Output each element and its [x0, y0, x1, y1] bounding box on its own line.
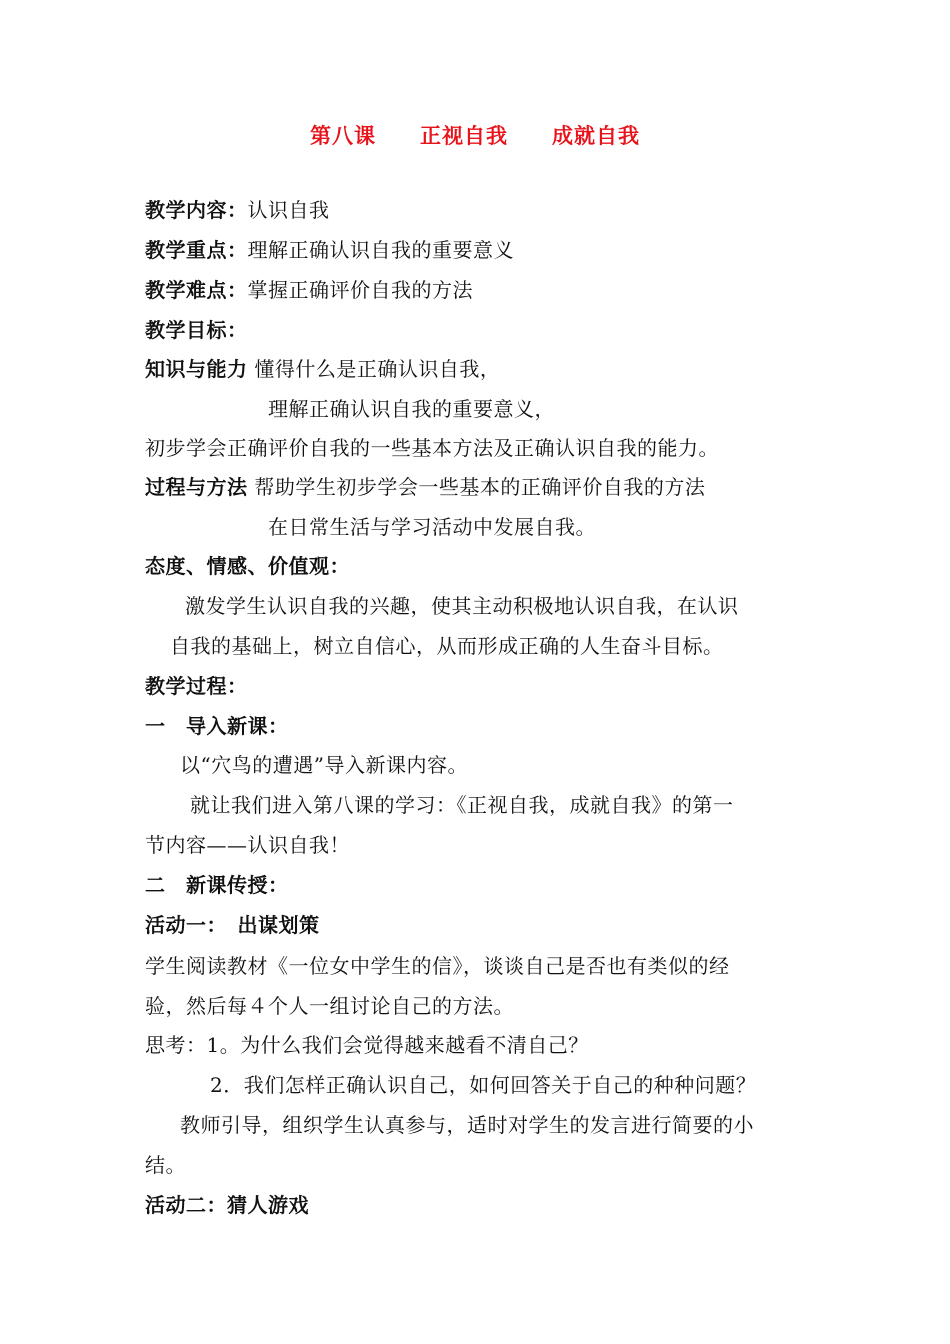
difficulty-label: 教学难点： — [145, 278, 248, 302]
teaching-content-label: 教学内容： — [145, 198, 248, 222]
activity1-line1: 学生阅读教材《一位女中学生的信》，谈谈自己是否也有类似的经 — [145, 954, 730, 978]
attitude-heading: 态度、情感、价值观： — [145, 554, 350, 578]
activity1-heading: 活动一： 出谋划策 — [145, 913, 320, 937]
knowledge-row — [145, 355, 500, 383]
process-method-label: 过程与方法 — [145, 475, 248, 499]
knowledge-line3: 初步学会正确评价自我的一些基本方法及正确认识自我的能力。 — [145, 436, 719, 460]
lesson-title: 第八课 正视自我 成就自我 — [310, 124, 640, 148]
section1-line1: 以“穴鸟的遭遇”导入新课内容。 — [180, 753, 468, 777]
section1-line2: 就让我们进入第八课的学习：《正视自我，成就自我》的第一 — [190, 793, 734, 817]
activity1-think2: 2．我们怎样正确认识自己，如何回答关于自己的种种问题？ — [210, 1073, 757, 1097]
key-point-label: 教学重点： — [145, 238, 248, 262]
activity1-line2: 验，然后每４个人一组讨论自己的方法。 — [145, 994, 514, 1018]
attitude-line2: 自我的基础上，树立自信心，从而形成正确的人生奋斗目标。 — [170, 634, 724, 658]
process-method-line1: 帮助学生初步学会一些基本的正确评价自我的方法 — [254, 475, 706, 499]
teaching-content-value: 认识自我 — [247, 198, 330, 222]
difficulty-value: 掌握正确评价自我的方法 — [247, 278, 473, 302]
knowledge-line1: 懂得什么是正确认识自我， — [254, 357, 501, 381]
knowledge-label: 知识与能力 — [145, 357, 248, 381]
key-point-value: 理解正确认识自我的重要意义 — [247, 238, 514, 262]
process-method-row — [145, 473, 705, 501]
difficulty-row — [145, 276, 473, 304]
section2-heading: 二 新课传授： — [145, 873, 289, 897]
activity1-guide2: 结。 — [145, 1153, 186, 1177]
activity2-heading: 活动二：猜人游戏 — [145, 1193, 309, 1217]
goals-heading: 教学目标： — [145, 318, 248, 342]
teaching-process-heading: 教学过程： — [145, 674, 248, 698]
knowledge-line2: 理解正确认识自我的重要意义， — [268, 397, 555, 421]
activity1-guide1: 教师引导，组织学生认真参与，适时对学生的发言进行简要的小 — [180, 1113, 754, 1137]
process-method-line2: 在日常生活与学习活动中发展自我。 — [268, 515, 596, 539]
key-point-row — [145, 236, 514, 264]
section1-heading: 一 导入新课： — [145, 714, 289, 738]
teaching-content-row — [145, 196, 330, 224]
section1-line3: 节内容——认识自我！ — [145, 833, 350, 857]
activity1-think1: 思考：1。为什么我们会觉得越来越看不清自己？ — [145, 1033, 589, 1057]
attitude-line1: 激发学生认识自我的兴趣，使其主动积极地认识自我，在认识 — [185, 594, 739, 618]
